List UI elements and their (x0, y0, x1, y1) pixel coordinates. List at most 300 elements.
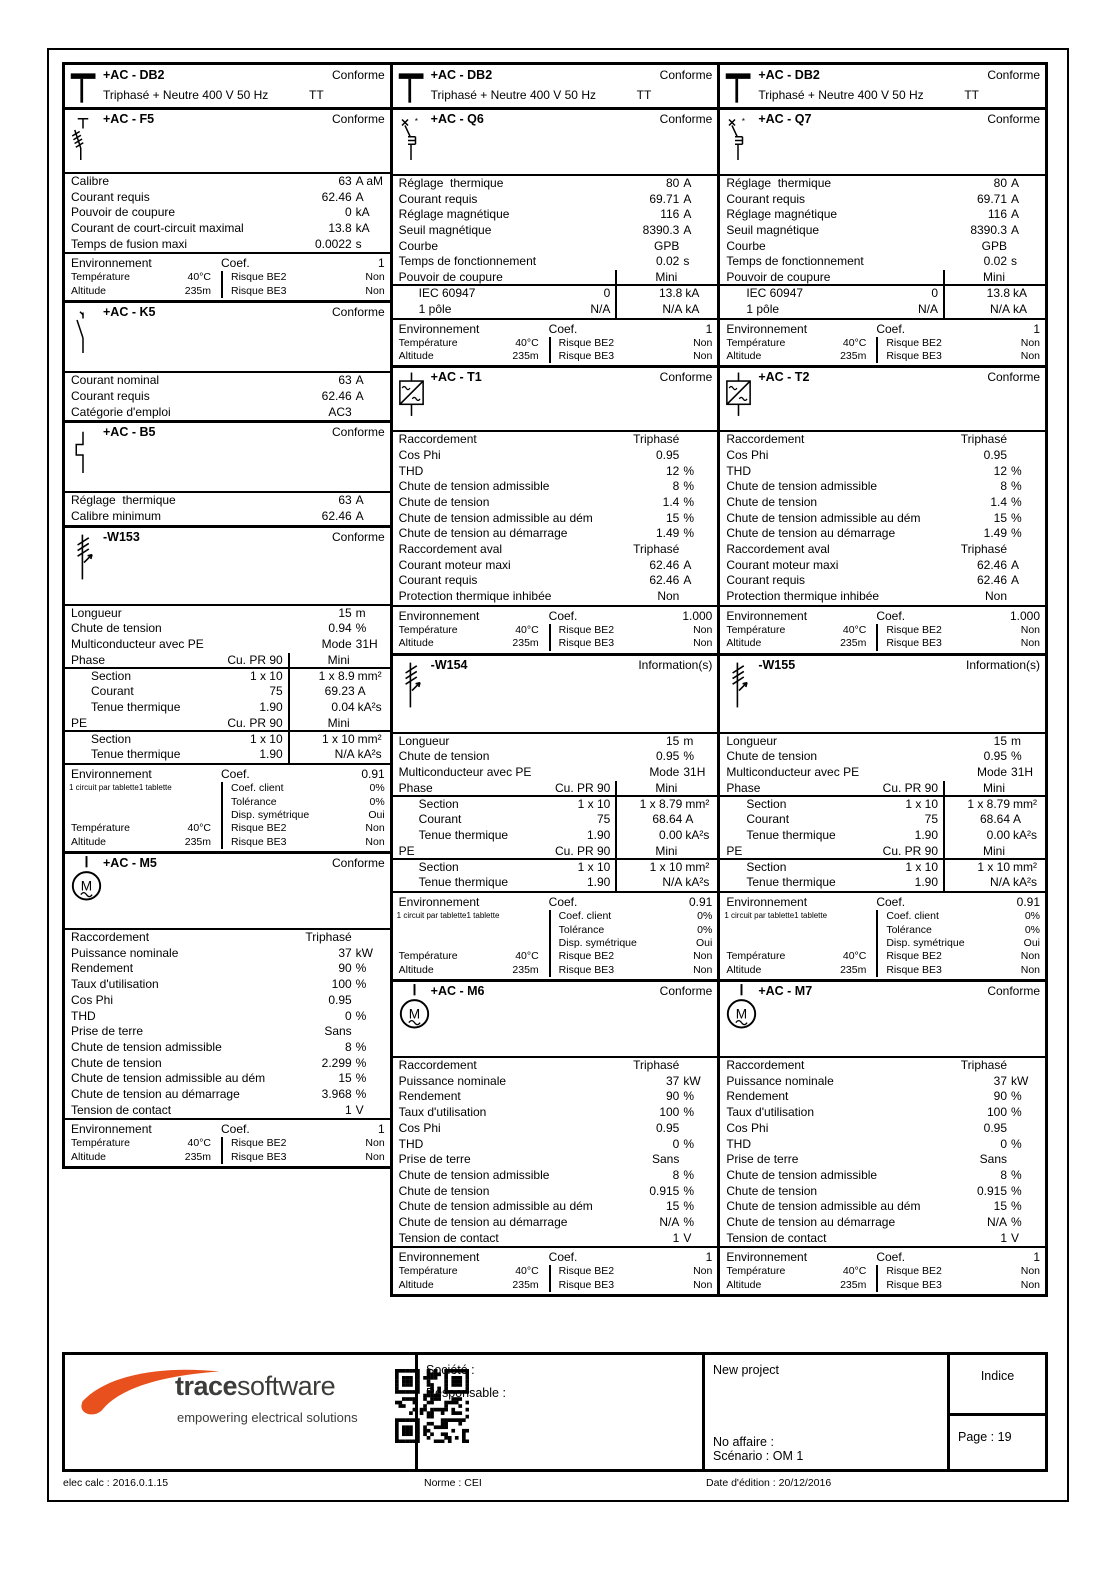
column-right-label: Mini (327, 715, 350, 730)
risque-be3-label: Risque BE3 (886, 1278, 942, 1291)
circuit-note: 1 circuit par tablette1 tablette (396, 911, 500, 921)
spec-row (720, 176, 1045, 192)
temperature-row (393, 624, 549, 637)
busbar-icon (68, 69, 101, 112)
table-row (393, 302, 718, 318)
field-unit (1007, 1152, 1043, 1168)
environment-body (393, 1265, 718, 1292)
column-1 (62, 62, 393, 1169)
field-value: 1 x 10 (649, 859, 683, 874)
field-label: Courbe (726, 238, 766, 253)
altitude-row (393, 1279, 549, 1292)
altitude-row (393, 964, 549, 977)
block-ac-m7 (717, 979, 1048, 1297)
field-unit: % (1011, 1199, 1022, 1214)
bus-subtitle: Triphasé + Neutre 400 V 50 Hz (103, 88, 269, 102)
column-right (615, 781, 715, 795)
field-value: 62.46 (321, 508, 352, 523)
field-value: 69.23 (324, 684, 355, 699)
risque-be2-row (223, 822, 390, 835)
extra-value: Oui (368, 808, 385, 821)
right-cell (288, 700, 388, 716)
field-label: Courant requis (71, 388, 150, 403)
spec-row (720, 1199, 1045, 1215)
field-label: Chute de tension (398, 1183, 490, 1198)
altitude-label: Altitude (726, 637, 762, 650)
environment-left (65, 782, 221, 849)
field-label: Raccordement (71, 930, 150, 945)
extra-label: Tolérance (558, 923, 605, 936)
spec-row (65, 405, 390, 421)
field-value: 1 x 10 (321, 731, 355, 746)
table-header-row (65, 653, 390, 669)
table-row (720, 302, 1045, 318)
altitude-value: 235m (840, 637, 867, 650)
table-row (65, 669, 390, 685)
field-label: Courbe (398, 238, 439, 253)
field-label: Prise de terre (398, 1152, 471, 1167)
field-value: 15 (993, 1199, 1008, 1214)
spec-row (393, 223, 718, 239)
temperature-value: 40°C (515, 1265, 539, 1278)
spec-row (720, 192, 1045, 208)
field-unit: % (1011, 1214, 1022, 1229)
temperature-row (720, 624, 876, 637)
risque-be2-row (878, 624, 1045, 637)
column-mid (514, 270, 615, 284)
svg-text:*: * (742, 117, 746, 126)
field-unit: kA²s (685, 875, 710, 890)
field-value: 8 (1000, 1167, 1008, 1182)
field-value: 3.968 (321, 1086, 352, 1101)
field-unit: % (1011, 1183, 1022, 1198)
field-unit: kA (355, 221, 370, 236)
status-badge: Information(s) (965, 657, 1041, 672)
risque-be3-label: Risque BE3 (558, 349, 615, 362)
spec-row (720, 526, 1045, 542)
table-row (393, 812, 718, 828)
column-label: PE (398, 843, 415, 858)
field-unit: % (355, 977, 367, 992)
field-unit: 31H (1011, 765, 1034, 779)
field-unit: kA (1013, 286, 1028, 301)
field-unit: A (1011, 191, 1020, 206)
field-unit: % (683, 1136, 695, 1151)
field-unit: mm² (1013, 859, 1038, 874)
altitude-value: 235m (512, 637, 539, 650)
field-label: 1 pôle (418, 301, 452, 316)
spec-row (393, 192, 718, 208)
field-value: 0.02 (655, 254, 680, 269)
spec-row (65, 373, 390, 389)
field-unit: % (355, 1039, 367, 1054)
column-label: PE (71, 715, 88, 730)
field-unit: A aM (355, 174, 384, 188)
field-value: Sans (324, 1024, 352, 1039)
field-label: Courant requis (726, 573, 806, 588)
temperature-label: Température (71, 271, 130, 284)
mid-value: 1.90 (914, 828, 939, 843)
field-value: 0.95 (655, 447, 680, 462)
risque-be3-label: Risque BE3 (886, 349, 942, 362)
spec-row (65, 1071, 390, 1087)
environnement-label: Environnement (398, 1250, 480, 1265)
field-unit: % (1011, 526, 1022, 541)
field-unit: m (355, 605, 366, 620)
field-unit: % (683, 1105, 695, 1120)
altitude-label: Altitude (71, 284, 107, 297)
column-right-label: Mini (327, 652, 350, 667)
field-label: THD (726, 463, 752, 478)
field-value: 1 (1000, 1230, 1008, 1245)
table-row (720, 812, 1045, 828)
field-value: 15 (338, 605, 352, 620)
risque-be3-row (878, 350, 1045, 363)
svg-text:M: M (736, 1006, 748, 1022)
status-badge: Conforme (331, 112, 385, 126)
mid-value: N/A (590, 301, 611, 316)
field-unit: A (357, 684, 366, 699)
field-label: Chute de tension admissible au dém (71, 1071, 266, 1086)
extra-row (551, 937, 718, 950)
table-header-row (393, 270, 718, 286)
field-label: Section (418, 796, 459, 811)
block-header (720, 656, 1045, 734)
field-value: 1 x 8.79 (639, 796, 683, 811)
table-row (720, 286, 1045, 302)
mid-value: 75 (924, 812, 939, 827)
block-header (720, 110, 1045, 176)
field-label: Section (418, 859, 459, 874)
extra-value: Oui (1023, 936, 1041, 949)
mid-value: 75 (269, 684, 283, 699)
field-unit: % (683, 463, 695, 478)
right-cell (943, 860, 1043, 876)
block-title: +AC - F5 (103, 112, 155, 126)
field-unit: A (683, 207, 692, 222)
field-label: Courant requis (398, 191, 478, 206)
table-header-row (393, 844, 718, 860)
environnement-label: Environnement (726, 608, 808, 623)
block-header (65, 110, 390, 174)
altitude-row (720, 1279, 876, 1292)
field-label: Section (746, 796, 787, 811)
field-label: Chute de tension admissible au dém (726, 510, 921, 525)
altitude-value: 235m (184, 835, 211, 848)
risque-be2-row (551, 624, 718, 637)
environment-body (720, 910, 1045, 977)
temperature-label: Température (726, 336, 786, 349)
earthing-regime: TT (309, 88, 324, 102)
motor-icon (723, 984, 760, 1039)
risque-be2-value: Non (365, 271, 385, 284)
risque-be3-label: Risque BE3 (231, 284, 287, 297)
environment-body (393, 337, 718, 364)
environment-left (720, 624, 876, 651)
field-unit: mm² (685, 796, 710, 811)
block-ac-m5 (62, 851, 393, 1169)
spec-rows (393, 432, 718, 605)
right-cell (615, 828, 715, 844)
field-label: Catégorie d'emploi (71, 404, 171, 419)
field-unit: A (685, 812, 694, 827)
status-badge: Conforme (331, 305, 385, 320)
field-unit (679, 239, 715, 255)
risque-be2-value: Non (693, 950, 713, 963)
field-value: 1.4 (990, 495, 1008, 510)
status-badge: Conforme (331, 425, 385, 440)
mid-value: 1 x 10 (905, 796, 939, 811)
field-label: Longueur (398, 733, 450, 748)
spec-row (720, 207, 1045, 223)
field-label: Temps de fonctionnement (726, 254, 864, 269)
spec-row (720, 1215, 1045, 1231)
field-label: Protection thermique inhibée (726, 589, 880, 604)
spec-row (393, 526, 718, 542)
field-label: Cos Phi (726, 447, 769, 462)
extra-label: Disp. symétrique (886, 936, 965, 949)
environment-body (65, 271, 390, 298)
risque-be3-label: Risque BE3 (886, 963, 942, 976)
right-cell (288, 669, 388, 685)
spec-row (720, 432, 1045, 448)
spec-row (393, 1152, 718, 1168)
column-2 (390, 62, 721, 1297)
status-badge: Conforme (659, 112, 713, 126)
column-label: Pouvoir de coupure (398, 270, 503, 285)
field-label: Tension de contact (71, 1102, 172, 1117)
field-value: 62.46 (321, 189, 352, 204)
field-value: Non (657, 589, 680, 604)
altitude-value: 235m (840, 1278, 867, 1291)
risque-be3-row (223, 836, 390, 849)
temperature-label: Température (726, 950, 786, 963)
field-unit: % (1011, 1089, 1022, 1104)
block-header (720, 982, 1045, 1058)
field-value: Mode (976, 765, 1008, 779)
coef-value: 1 (705, 321, 713, 336)
field-value: 0.02 (983, 254, 1008, 269)
field-unit: mm² (357, 668, 382, 683)
spec-row (393, 254, 718, 270)
risque-be2-label: Risque BE2 (558, 950, 615, 963)
spec-row (393, 1105, 718, 1121)
field-value: 15 (665, 510, 680, 525)
block-title: -W155 (758, 657, 796, 672)
field-label: Section (746, 859, 787, 874)
risque-be2-value: Non (693, 1265, 713, 1278)
table-row (65, 684, 390, 700)
table-header-row (65, 716, 390, 732)
field-unit (1007, 589, 1043, 605)
field-value: 62.46 (976, 557, 1008, 572)
column-mid: Cu. PR 90 (227, 652, 283, 667)
field-label: Prise de terre (71, 1024, 144, 1039)
environment-right (549, 624, 718, 651)
field-unit: A (355, 373, 364, 388)
field-value: 0.95 (983, 447, 1008, 462)
field-label: Seuil magnétique (398, 223, 492, 238)
temperature-value: 40°C (842, 336, 867, 349)
temperature-value: 40°C (842, 623, 867, 636)
risque-be3-label: Risque BE3 (231, 1150, 287, 1163)
mid-value: 1.90 (259, 700, 283, 715)
field-label: Seuil magnétique (726, 223, 820, 238)
field-label: Multiconducteur avec PE (71, 637, 204, 652)
field-unit: A (683, 176, 692, 190)
block-header (393, 110, 718, 176)
table-row (720, 797, 1045, 813)
field-value: Triphasé (960, 1058, 1008, 1073)
field-label: Chute de tension au démarrage (398, 526, 568, 541)
field-value: 0 (344, 1008, 352, 1023)
environment-section (393, 605, 718, 653)
block-title: +AC - DB2 (430, 68, 493, 82)
temperature-value: 40°C (515, 336, 539, 349)
column-right-label: Mini (983, 270, 1006, 285)
coef-label: Coef. (548, 321, 578, 336)
spec-row (720, 1089, 1045, 1105)
environment-section (393, 1246, 718, 1294)
temperature-row (393, 950, 549, 963)
extra-value: 0% (1024, 910, 1041, 923)
field-value: 80 (665, 176, 680, 190)
column-right (288, 716, 388, 730)
extra-value: 0% (369, 782, 385, 795)
field-value: 90 (665, 1089, 680, 1104)
block-ac-db2-header (62, 62, 393, 110)
spec-rows (65, 493, 390, 524)
spec-row (65, 1009, 390, 1025)
altitude-row (65, 285, 221, 298)
field-label: Section (91, 668, 132, 683)
field-value: N/A (662, 875, 683, 890)
status-badge: Conforme (987, 984, 1041, 999)
column-mid: Cu. PR 90 (554, 843, 611, 858)
field-unit (679, 542, 715, 558)
block-ac-b5 (62, 420, 393, 527)
altitude-row (65, 836, 221, 849)
spec-row (393, 511, 718, 527)
field-label: Tenue thermique (91, 747, 181, 762)
field-label: Tenue thermique (418, 828, 509, 843)
page-number: Page : 19 (958, 1430, 1012, 1444)
spec-row (720, 223, 1045, 239)
risque-be2-label: Risque BE2 (886, 623, 942, 636)
temperature-value: 40°C (842, 1265, 867, 1278)
spec-row (393, 495, 718, 511)
environment-header-row (720, 1250, 1045, 1265)
field-unit: % (683, 1167, 695, 1182)
field-unit: s (1011, 254, 1018, 269)
environment-header-row (720, 895, 1045, 910)
field-unit (1007, 239, 1043, 255)
field-unit: kA (355, 205, 370, 220)
field-label: Multiconducteur avec PE (726, 765, 860, 779)
altitude-value: 235m (184, 1150, 211, 1163)
table-row (65, 700, 390, 716)
field-unit: A (1011, 223, 1020, 238)
mid-value: 1.90 (259, 747, 283, 762)
table-row (65, 747, 390, 763)
field-unit: 31H (355, 637, 378, 652)
cable-icon (723, 658, 755, 717)
field-label: THD (71, 1008, 96, 1023)
column-mid: Cu. PR 90 (882, 780, 939, 795)
earthing-regime: TT (636, 88, 652, 102)
field-unit: % (1011, 463, 1022, 478)
altitude-value: 235m (840, 349, 867, 362)
field-label: Raccordement aval (398, 542, 503, 557)
block-header (720, 368, 1045, 432)
block-ac-t2 (717, 365, 1048, 655)
spec-rows (720, 432, 1045, 605)
field-unit: kW (683, 1073, 701, 1088)
spec-row (393, 176, 718, 192)
field-label: Cos Phi (398, 1120, 441, 1135)
field-value: Triphasé (633, 1058, 680, 1073)
column-label: Pouvoir de coupure (726, 270, 831, 285)
cable-icon (68, 530, 100, 589)
field-unit (1007, 542, 1043, 558)
field-unit (679, 432, 715, 448)
environment-section (65, 763, 390, 851)
field-label: Tension de contact (398, 1230, 499, 1245)
brand-tagline: empowering electrical solutions (177, 1410, 358, 1425)
field-label: Raccordement (726, 432, 805, 447)
altitude-label: Altitude (398, 349, 434, 362)
field-label: Courant moteur maxi (726, 557, 839, 572)
field-value: 15 (665, 733, 680, 748)
altitude-row (720, 964, 876, 977)
field-unit (1007, 448, 1043, 464)
spec-row (720, 464, 1045, 480)
spec-row (393, 432, 718, 448)
field-value: 1 x 8.79 (967, 796, 1011, 811)
environnement-label: Environnement (71, 1122, 152, 1137)
converter-icon (396, 370, 427, 425)
spacer (713, 1377, 947, 1435)
field-value: 0 (344, 205, 352, 220)
field-label: Taux d'utilisation (726, 1105, 815, 1120)
spec-row (65, 237, 390, 253)
field-unit: A (1011, 573, 1020, 588)
field-value: 63 (338, 373, 352, 388)
field-unit: % (355, 1071, 367, 1086)
project-cell (705, 1355, 950, 1469)
status-badge: Conforme (331, 529, 385, 544)
altitude-row (65, 1151, 221, 1164)
environnement-label: Environnement (398, 321, 480, 336)
temperature-row (720, 1265, 876, 1278)
bus-subtitle: Triphasé + Neutre 400 V 50 Hz (758, 88, 924, 102)
spec-rows (720, 734, 1045, 892)
environment-header-row (720, 322, 1045, 337)
right-cell (943, 812, 1043, 828)
table-row (720, 875, 1045, 891)
column-right (943, 270, 1043, 284)
environnement-label: Environnement (398, 608, 480, 623)
coef-value: 1 (1033, 321, 1041, 336)
field-label: Prise de terre (726, 1152, 799, 1167)
field-label: 1 pôle (746, 301, 780, 316)
block-header (65, 528, 390, 606)
risque-be2-row (878, 1265, 1045, 1278)
field-unit (352, 930, 388, 946)
risque-be2-value: Non (1020, 950, 1041, 963)
right-cell (615, 860, 715, 876)
field-label: Tenue thermique (91, 700, 181, 715)
